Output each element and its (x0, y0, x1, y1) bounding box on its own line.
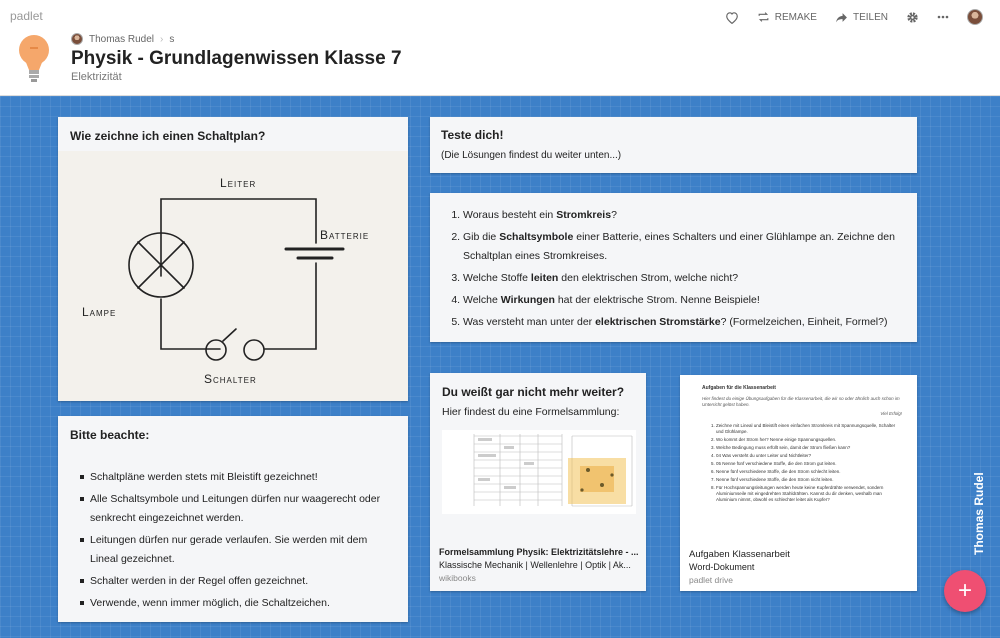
link-description: Klassische Mechanik | Wellenlehre | Optik | Ak... (439, 560, 631, 570)
post-title: Du weißt gar nicht mehr weiter? (442, 385, 625, 399)
question-text: hat der elektrische Strom. Nenne Beispiele! (554, 294, 760, 306)
link-preview-thumbnail[interactable] (442, 430, 636, 514)
author-avatar (71, 33, 83, 45)
question-text: ? (611, 209, 617, 221)
page-title: Physik - Grundlagenwissen Klasse 7 (71, 48, 402, 69)
question-text: den elektrischen Strom, welche nicht? (558, 272, 739, 284)
author-line (71, 33, 174, 45)
doc-list-item: 2. Wo kommt der Strom her? Nenne einige Spannungsquellen. (716, 437, 902, 443)
rules-list (80, 468, 398, 616)
list-item: Verwende, wenn immer möglich, die Schaltzeichen. (80, 594, 398, 613)
post-bitte-beachte[interactable] (58, 416, 408, 622)
label-leiter: Leiter (220, 176, 257, 190)
questions-list (463, 206, 903, 335)
doc-greeting: Viel Erfolg! (880, 411, 902, 416)
list-item: Alle Schaltsymbole und Leitungen dürfen nur waagerecht oder senkrecht eingezeichnet werden. (80, 490, 398, 528)
post-text: (Die Lösungen findest du weiter unten...) (441, 150, 622, 161)
repeat-icon (757, 11, 770, 23)
remake-label: REMAKE (774, 11, 817, 23)
share-arrow-icon (835, 12, 848, 23)
question-text: einer Batterie, eines Schalters und einer Glühlampe an. Zeichne den Schaltplan eines Stromkreises. (463, 231, 895, 262)
post-formelsammlung[interactable] (430, 373, 646, 591)
list-item (463, 206, 903, 225)
share-label: TEILEN (852, 11, 888, 23)
post-title: Bitte beachte: (70, 428, 150, 442)
doc-list-item: 4. 04 Was versteht du unter Leiter und Nichtleiter? (716, 453, 902, 459)
padlet-logo[interactable]: padlet (10, 9, 43, 23)
more-button[interactable] (930, 7, 956, 27)
add-post-button[interactable]: + (944, 570, 986, 612)
document-preview[interactable] (702, 385, 902, 535)
attachment-title[interactable]: Aufgaben Klassenarbeit (689, 549, 790, 560)
post-title: Teste dich! (441, 128, 504, 142)
doc-intro: Hier findest du einige Übungsaufgaben für die Klassenarbeit, die wir so oder ähnlich auch schon im Unterricht gelöst haben. (702, 396, 900, 407)
author-separator: › (160, 33, 164, 45)
label-batterie: Batterie (320, 228, 370, 242)
question-keyword: Stromkreis (556, 209, 612, 221)
user-menu[interactable] (960, 7, 990, 27)
share-button[interactable] (828, 7, 895, 27)
doc-list-item: 8. Für Hochspannungsleitungen werden heute keine Kupferdrähte verwendet, sondern Aluminiumseile mit eingedrehten Stahldrähten. Kannst du dir denken, weshalb man Aluminium nimmt, obwohl es schlechter leitet als Kupfer? (716, 485, 902, 503)
author-suffix: s (169, 33, 175, 45)
doc-title: Aufgaben für die Klassenarbeit (702, 385, 776, 391)
question-text: Welche (463, 294, 501, 306)
user-avatar (967, 9, 983, 25)
post-schaltplan[interactable] (58, 117, 408, 401)
question-text: Was versteht man unter der (463, 316, 596, 328)
question-text: Welche Stoffe (463, 272, 531, 284)
question-text: ? (Formelzeichen, Einheit, Formel?) (720, 316, 888, 328)
header-actions (718, 7, 990, 27)
question-keyword: Wirkungen (500, 294, 555, 306)
like-button[interactable] (718, 7, 746, 27)
doc-list-item: 6. Nenne fünf verschiedene Stoffe, die den Strom schlecht leiten. (716, 469, 902, 475)
more-dots-icon (937, 15, 949, 19)
doc-list-item: 3. Welche Bedingung muss erfüllt sein, damit der Strom fließen kann? (716, 445, 902, 451)
post-subtitle: Hier findest du eine Formelsammlung: (442, 406, 620, 418)
attachment-source: padlet drive (689, 575, 733, 585)
question-keyword: leiten (530, 272, 559, 284)
gear-icon (906, 11, 919, 24)
doc-list-item: 1. Zeichne mit Lineal und Bleistift einen einfachen Stromkreis mit Spannungsquelle, Schalter und Glühlampe. (716, 423, 902, 435)
list-item: Schalter werden in der Regel offen gezeichnet. (80, 572, 398, 591)
lightbulb-icon (14, 32, 54, 87)
list-item (463, 313, 903, 332)
remake-button[interactable] (750, 7, 824, 27)
post-title: Wie zeichne ich einen Schaltplan? (70, 129, 266, 143)
link-source: wikibooks (439, 573, 476, 583)
author-name[interactable]: Thomas Rudel (89, 33, 155, 45)
page-subtitle: Elektrizität (71, 71, 122, 83)
post-aufgaben-klassenarbeit[interactable] (680, 375, 917, 591)
top-bar (0, 0, 1000, 96)
link-title[interactable]: Formelsammlung Physik: Elektrizitätslehre - ... (439, 547, 639, 557)
question-text: Gib die (463, 231, 500, 243)
heart-icon (725, 11, 739, 24)
sidebar-author-name[interactable]: Thomas Rudel (972, 472, 986, 555)
settings-button[interactable] (899, 7, 926, 27)
list-item (463, 228, 903, 266)
label-lampe: Lampe (82, 305, 117, 319)
list-item (463, 269, 903, 288)
attachment-type: Word-Dokument (689, 562, 755, 572)
question-keyword: elektrischen Stromstärke (595, 316, 721, 328)
doc-list-item: 7. Nenne fünf verschiedene Stoffe, die den Strom nicht leiten. (716, 477, 902, 483)
question-text: Woraus besteht ein (463, 209, 557, 221)
post-fragen[interactable] (430, 193, 917, 342)
doc-list-item: 5. 05 Nenne fünf verschiedene Stoffe, die den Strom gut leiten. (716, 461, 902, 467)
label-schalter: Schalter (204, 372, 257, 386)
circuit-diagram-image (58, 151, 408, 401)
doc-list (702, 423, 902, 503)
post-teste-dich[interactable] (430, 117, 917, 173)
list-item: Leitungen dürfen nur gerade verlaufen. Sie werden mit dem Lineal gezeichnet. (80, 531, 398, 569)
list-item (463, 291, 903, 310)
list-item: Schaltpläne werden stets mit Bleistift gezeichnet! (80, 468, 398, 487)
question-keyword: Schaltsymbole (499, 231, 574, 243)
